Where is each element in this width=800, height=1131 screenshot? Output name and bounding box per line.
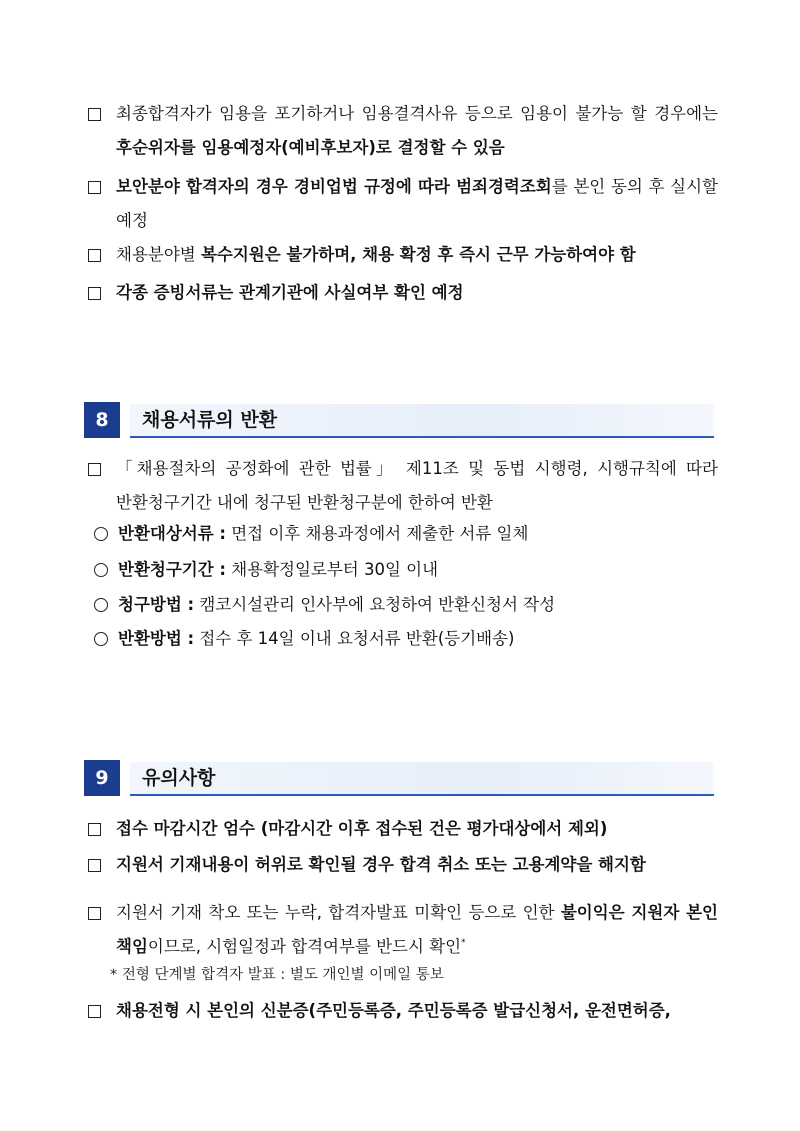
section-title: 채용서류의 반환: [142, 409, 278, 431]
caution-item-id-card: 채용전형 시 본인의 신분증(주민등록증, 주민등록증 발급신청서, 운전면허증,: [88, 994, 718, 1028]
square-bullet-icon: [88, 181, 101, 194]
notice-item-documents-check: 각종 증빙서류는 관계기관에 사실여부 확인 예정: [88, 276, 718, 310]
section-number: 8: [84, 402, 120, 438]
circle-bullet-icon: [94, 632, 108, 646]
circle-bullet-icon: [94, 527, 108, 541]
caution-item-false-info: 지원서 기재내용이 허위로 확인될 경우 합격 취소 또는 고용계약을 해지함: [88, 848, 718, 882]
square-bullet-icon: [88, 1005, 101, 1018]
square-bullet-icon: [88, 108, 101, 121]
square-bullet-icon: [88, 823, 101, 836]
notice-item-multiple-apply: 채용분야별 복수지원은 불가하며, 채용 확정 후 즉시 근무 가능하여야 함: [88, 238, 718, 272]
return-sub-item: 반환청구기간 : 채용확정일로부터 30일 이내: [94, 553, 714, 587]
return-sub-item: 반환방법 : 접수 후 14일 이내 요청서류 반환(등기배송): [94, 622, 714, 656]
square-bullet-icon: [88, 859, 101, 872]
section-header-8: [84, 402, 714, 438]
notice-item-security: 보안분야 합격자의 경우 경비업법 규정에 따라 범죄경력조회를 본인 동의 후 실시할 예정: [88, 170, 718, 238]
return-intro: 「채용절차의 공정화에 관한 법률」 제11조 및 동법 시행령, 시행규칙에 따라 반환청구기간 내에 청구된 반환청구분에 한하여 반환: [88, 452, 718, 520]
square-bullet-icon: [88, 249, 101, 262]
square-bullet-icon: [88, 287, 101, 300]
caution-item-deadline: 접수 마감시간 엄수 (마감시간 이후 접수된 건은 평가대상에서 제외): [88, 812, 718, 846]
section-number: 9: [84, 760, 120, 796]
square-bullet-icon: [88, 907, 101, 920]
return-sub-item: 반환대상서류 : 면접 이후 채용과정에서 제출한 서류 일체: [94, 517, 714, 551]
footnote: * 전형 단계별 합격자 발표 : 별도 개인별 이메일 통보: [110, 967, 444, 983]
caution-item-responsibility: 지원서 기재 착오 또는 누락, 합격자발표 미확인 등으로 인한 불이익은 지원자 본인 책임이므로, 시험일정과 합격여부를 반드시 확인*: [88, 896, 718, 964]
section-title: 유의사항: [142, 767, 216, 789]
circle-bullet-icon: [94, 598, 108, 612]
section-header-9: [84, 760, 714, 796]
return-sub-item: 청구방법 : 캠코시설관리 인사부에 요청하여 반환신청서 작성: [94, 588, 714, 622]
notice-item-successor: 최종합격자가 임용을 포기하거나 임용결격사유 등으로 임용이 불가능 할 경우에는 후순위자를 임용예정자(예비후보자)로 결정할 수 있음: [88, 97, 718, 165]
square-bullet-icon: [88, 463, 101, 476]
circle-bullet-icon: [94, 563, 108, 577]
